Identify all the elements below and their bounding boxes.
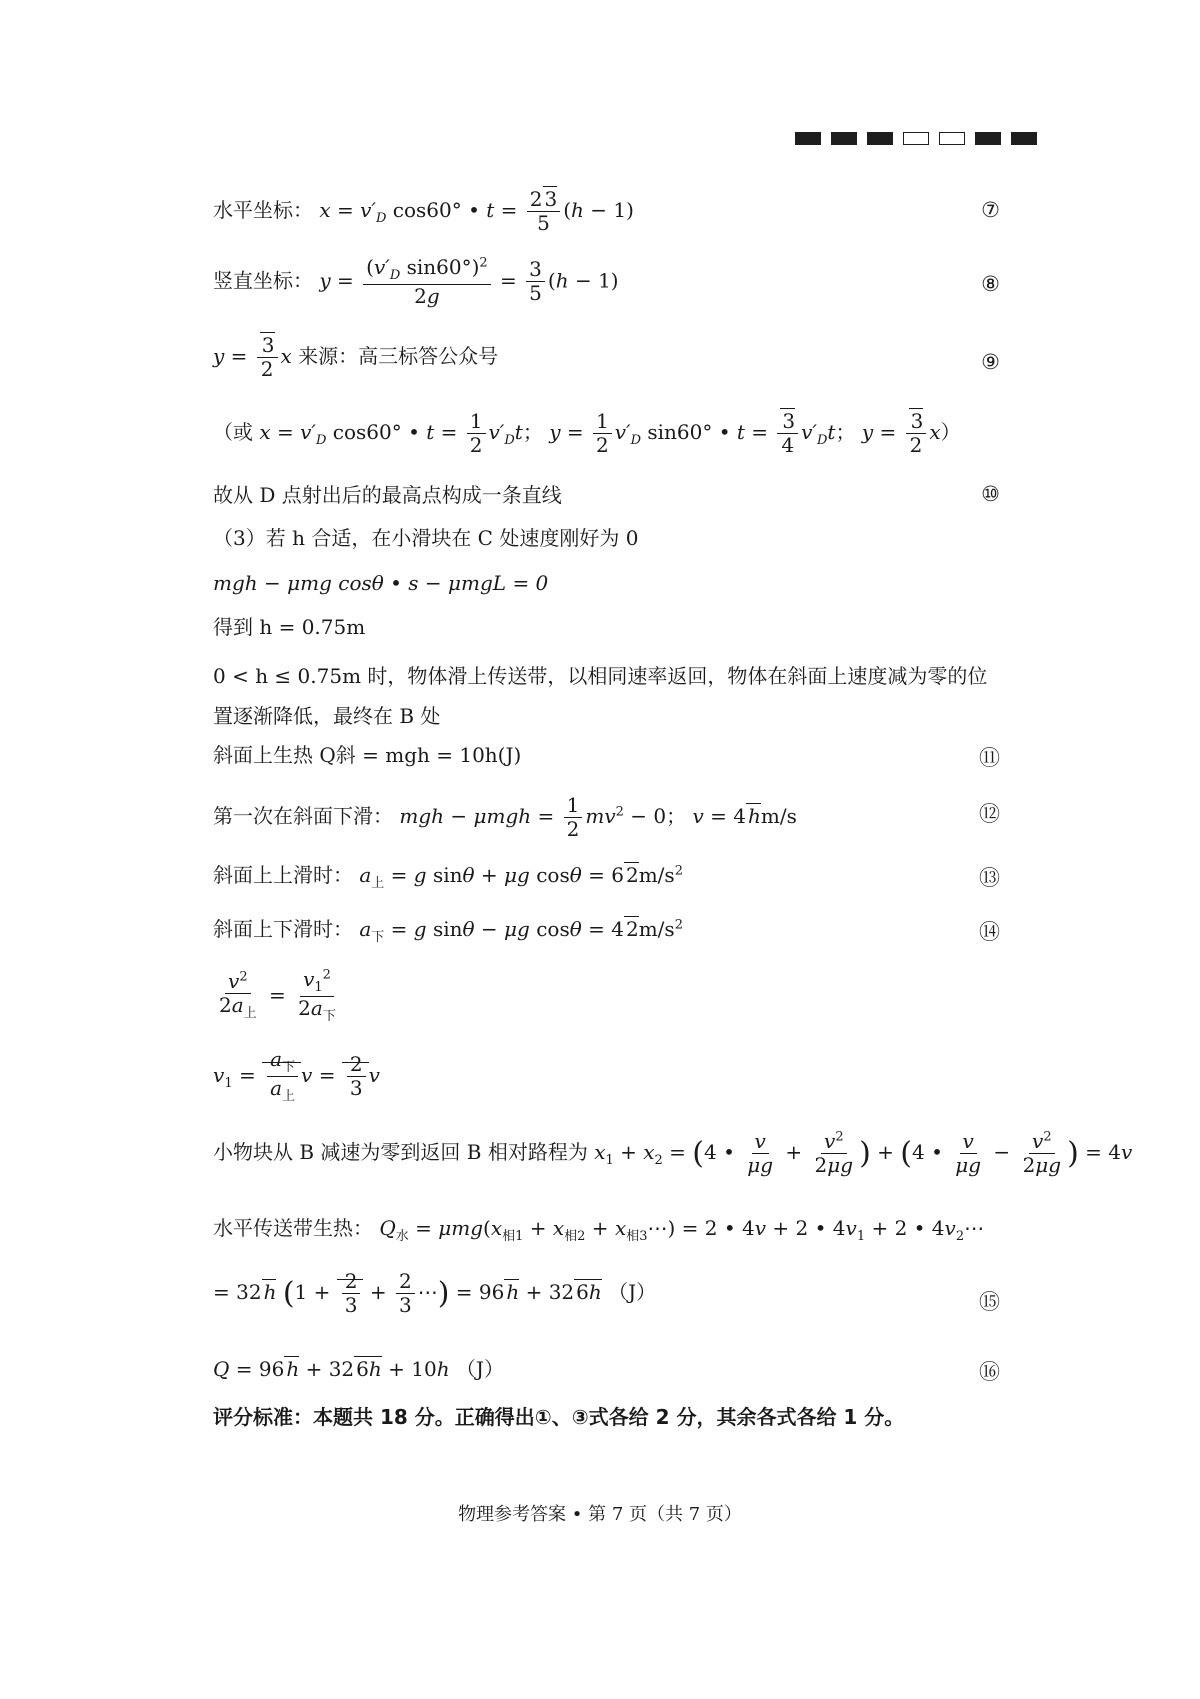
eq15-line: = 32 h (1 + $\frac{2}{3}$ + $\frac{2}{3}$ ⋯) = 96 h + 32 6h （J） <box>213 1269 657 1317</box>
page-footer: 物理参考答案 • 第 7 页（共 7 页） <box>458 1504 742 1525</box>
source-note: 来源：高三标答公众号 <box>298 344 499 368</box>
eq12-line: 第一次在斜面下滑： mgh − μmgh = $\frac{1}{2}$ $mv^2 - 0$； v = 4 hm/s <box>213 793 797 841</box>
header-mark <box>795 132 821 145</box>
scoring-criteria: 评分标准：本题共 18 分。正确得出①、③式各给 2 分，其余各式各给 1 分。 <box>213 1405 905 1429</box>
alt-line: （或 $x = v'_D$ cos60° • t = $\frac{1}{2}$ $v'_Dt$； y = $\frac{1}{2}$ $v'_D$ sin60° • t = $\frac{3}{4}$ $v'_Dt$； y = $\frac{3}{2}$ x） <box>213 409 961 457</box>
eq8-label: 竖直坐标： <box>213 268 313 293</box>
v1-equation: $v_1$ = $\frac{a_下}{a_上}$ v = $\frac{2}{3}$ v <box>213 1047 380 1104</box>
eq8-number: ⑧ <box>981 272 1000 296</box>
path-line: 小物块从 B 减速为零到返回 B 相对路程为 $x_1 + x_2 = (4$ • $\frac{v}{\mu g}$ + $\frac{v^2}{2\mu g}$ ) + (4 • $\frac{v}{\mu g}$ − $\frac{v^2}{2\mu g}$ ) = 4v <box>213 1129 1133 1177</box>
header-mark <box>867 132 893 145</box>
eq10-line: 故从 D 点射出后的最高点构成一条直线 <box>213 483 562 507</box>
eq12-label: 第一次在斜面下滑： <box>213 804 393 828</box>
eq16-line: Q = 96 h + 32 6h + 10h （J） <box>213 1357 504 1381</box>
header-mark <box>975 132 1001 145</box>
eq14-label: 斜面上下滑时： <box>213 917 353 941</box>
part3-text: （3）若 h 合适，在小滑块在 C 处速度刚好为 0 <box>213 526 639 550</box>
header-mark <box>903 132 929 145</box>
eq13-line: 斜面上上滑时： $a_上 = g$ sinθ + μg cosθ = 6 $2m/s^2$ <box>213 863 683 891</box>
eq11-number: ⑪ <box>979 746 1000 770</box>
eq12-number: ⑫ <box>979 802 1000 826</box>
energy-equation: mgh − μmg cosθ • s − μmgL = 0 <box>213 571 549 595</box>
eq13-number: ⑬ <box>979 866 1000 890</box>
eq7-label: 水平坐标： <box>213 198 313 222</box>
eq13-label: 斜面上上滑时： <box>213 863 353 887</box>
header-mark <box>1011 132 1037 145</box>
eq16-number: ⑯ <box>979 1360 1000 1384</box>
eq10-number: ⑩ <box>981 482 1000 506</box>
header-mark <box>939 132 965 145</box>
belt-label: 水平传送带生热： <box>213 1216 373 1240</box>
belt-line: 水平传送带生热： $Q_水 = \mu mg(x_{相1} + x_{相2}$ + $x_{相3}\cdots) = 2$ • 4v + 2 • $4v_1 + 2$ • $4v_2\cdots$ <box>213 1216 985 1244</box>
eq8-line: 竖直坐标： y = $\frac{(v'_D \sin 60^\circ)^2}{2g}$ = $\frac{3}{5}$ (h − 1) <box>213 255 619 308</box>
eq15-number: ⑮ <box>979 1290 1000 1314</box>
eq11-line: 斜面上生热 Q斜 = mgh = 10h(J) <box>213 743 522 767</box>
eq14-number: ⑭ <box>979 920 1000 944</box>
eq7-line: 水平坐标： $x = v'_D$ cos60° • t = $\frac{2 3}{5}$ (h − 1) <box>213 187 634 235</box>
range-text: 0 < h ≤ 0.75m 时，物体滑上传送带，以相同速率返回，物体在斜面上速度减为零的位置逐渐降低，最终在 B 处 <box>213 664 988 728</box>
path-label: 小物块从 B 减速为零到返回 B 相对路程为 <box>213 1140 588 1164</box>
eq14-line: 斜面上下滑时： $a_下 = g$ sinθ − μg cosθ = 4 $2m/s^2$ <box>213 917 683 945</box>
eq9-line: y = $\frac{3}{2}$ x 来源：高三标答公众号 <box>213 333 499 381</box>
h-result: 得到 h = 0.75m <box>213 615 366 639</box>
header-mark <box>831 132 857 145</box>
header-marks <box>795 132 1037 145</box>
ratio-equation: $\frac{v^2}{2a_上}$ = $\frac{v_1^2}{2a_下}$ <box>219 967 336 1024</box>
eq7-number: ⑦ <box>981 198 1000 222</box>
eq9-number: ⑨ <box>981 350 1000 374</box>
